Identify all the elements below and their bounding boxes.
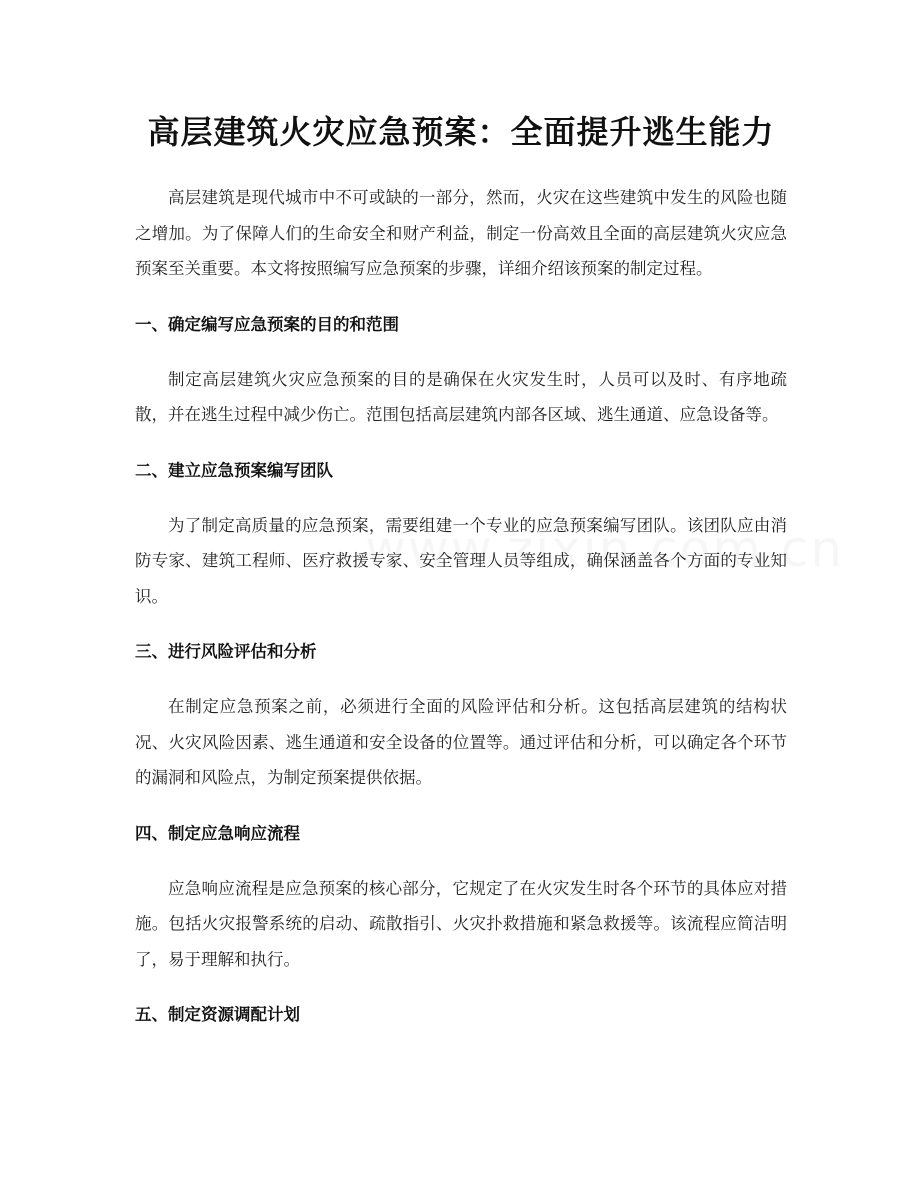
document-page <box>135 0 787 1032</box>
section-heading: 三、进行风险评估和分析 <box>135 642 317 661</box>
document-title: 高层建筑火灾应急预案：全面提升逃生能力 <box>147 113 775 151</box>
section-paragraph: 在制定应急预案之前，必须进行全面的风险评估和分析。这包括高层建筑的结构状况、火灾风险因素、逃生通道和安全设备的位置等。通过评估和分析，可以确定各个环节的漏洞和风险点，为制定预案提供依据。 <box>135 697 787 787</box>
section-1 <box>135 307 787 433</box>
section-heading: 一、确定编写应急预案的目的和范围 <box>135 314 399 334</box>
section-heading: 二、建立应急预案编写团队 <box>135 460 333 480</box>
section-heading: 四、制定应急响应流程 <box>135 823 300 843</box>
section-5 <box>135 997 787 1032</box>
section-paragraph: 应急响应流程是应急预案的核心部分，它规定了在火灾发生时各个环节的具体应对措施。包括火灾报警系统的启动、疏散指引、火灾扑救措施和紧急救援等。该流程应简洁明了，易于理解和执行。 <box>135 878 787 969</box>
section-paragraph: 为了制定高质量的应急预案，需要组建一个专业的应急预案编写团队。该团队应由消防专家、建筑工程师、医疗救援专家、安全管理人员等组成，确保涵盖各个方面的专业知识。 <box>135 515 787 606</box>
section-2 <box>135 453 787 615</box>
intro-paragraph: 高层建筑是现代城市中不可或缺的一部分，然而，火灾在这些建筑中发生的风险也随之增加。为了保障人们的生命安全和财产利益，制定一份高效且全面的高层建筑火灾应急预案至关重要。本文将按照编写应急预案的步骤，详细介绍该预案的制定过程。 <box>135 188 787 278</box>
section-heading: 五、制定资源调配计划 <box>135 1005 300 1024</box>
section-3 <box>135 634 787 796</box>
section-4 <box>135 816 787 978</box>
section-paragraph: 制定高层建筑火灾应急预案的目的是确保在火灾发生时，人员可以及时、有序地疏散，并在逃生过程中减少伤亡。范围包括高层建筑内部各区域、逃生通道、应急设备等。 <box>135 369 787 424</box>
